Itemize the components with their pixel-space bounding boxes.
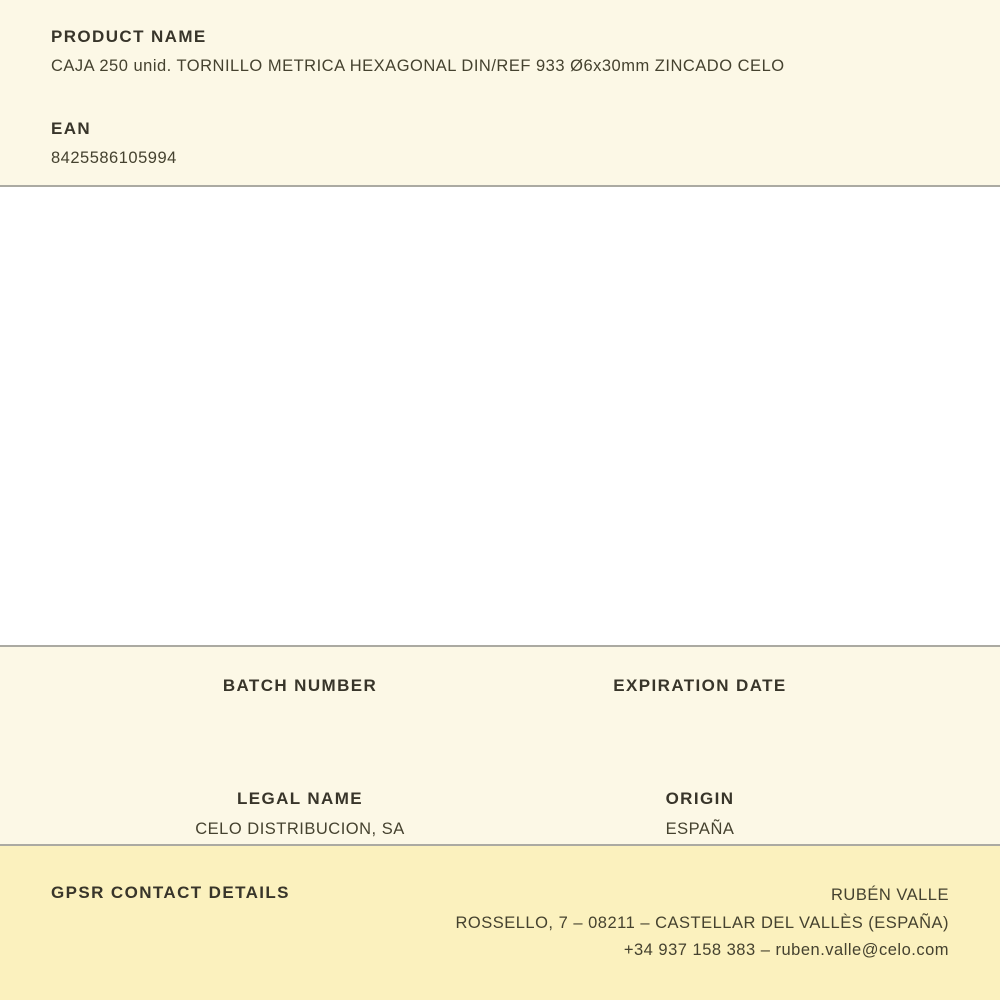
contact-phone-email: +34 937 158 383 – ruben.valle@celo.com bbox=[623, 941, 949, 959]
contact-person-name: RUBÉN VALLE bbox=[831, 886, 949, 904]
expiration-date-field bbox=[500, 647, 900, 726]
expiration-date-label: EXPIRATION DATE bbox=[613, 676, 787, 695]
ean-label: EAN bbox=[51, 118, 92, 138]
batch-number-field bbox=[100, 647, 500, 726]
gpsr-contact-label: GPSR CONTACT DETAILS bbox=[51, 883, 290, 902]
product-name-label: PRODUCT NAME bbox=[51, 27, 207, 46]
legal-name-label: LEGAL NAME bbox=[236, 789, 364, 809]
ean-value: 8425586105994 bbox=[51, 149, 177, 168]
origin-value: ESPAÑA bbox=[665, 819, 735, 838]
origin-label: ORIGIN bbox=[665, 789, 735, 809]
gpsr-contact-section bbox=[0, 846, 1000, 1000]
gpsr-contact-info bbox=[455, 882, 949, 965]
batch-number-label: BATCH NUMBER bbox=[222, 676, 378, 695]
expiration-date-value bbox=[500, 705, 900, 726]
batch-number-value bbox=[100, 705, 500, 726]
details-grid bbox=[0, 647, 1000, 839]
product-info-section bbox=[0, 0, 1000, 185]
legal-name-field bbox=[100, 726, 500, 839]
details-section bbox=[0, 647, 1000, 844]
blank-image-area bbox=[0, 187, 1000, 645]
legal-name-value: CELO DISTRIBUCION, SA bbox=[195, 819, 405, 838]
product-name-value: CAJA 250 unid. TORNILLO METRICA HEXAGONAL DIN/REF 933 Ø6x30mm ZINCADO CELO bbox=[51, 57, 785, 76]
contact-address: ROSSELLO, 7 – 08211 – CASTELLAR DEL VALLÈS (ESPAÑA) bbox=[455, 913, 949, 932]
origin-field bbox=[500, 726, 900, 839]
